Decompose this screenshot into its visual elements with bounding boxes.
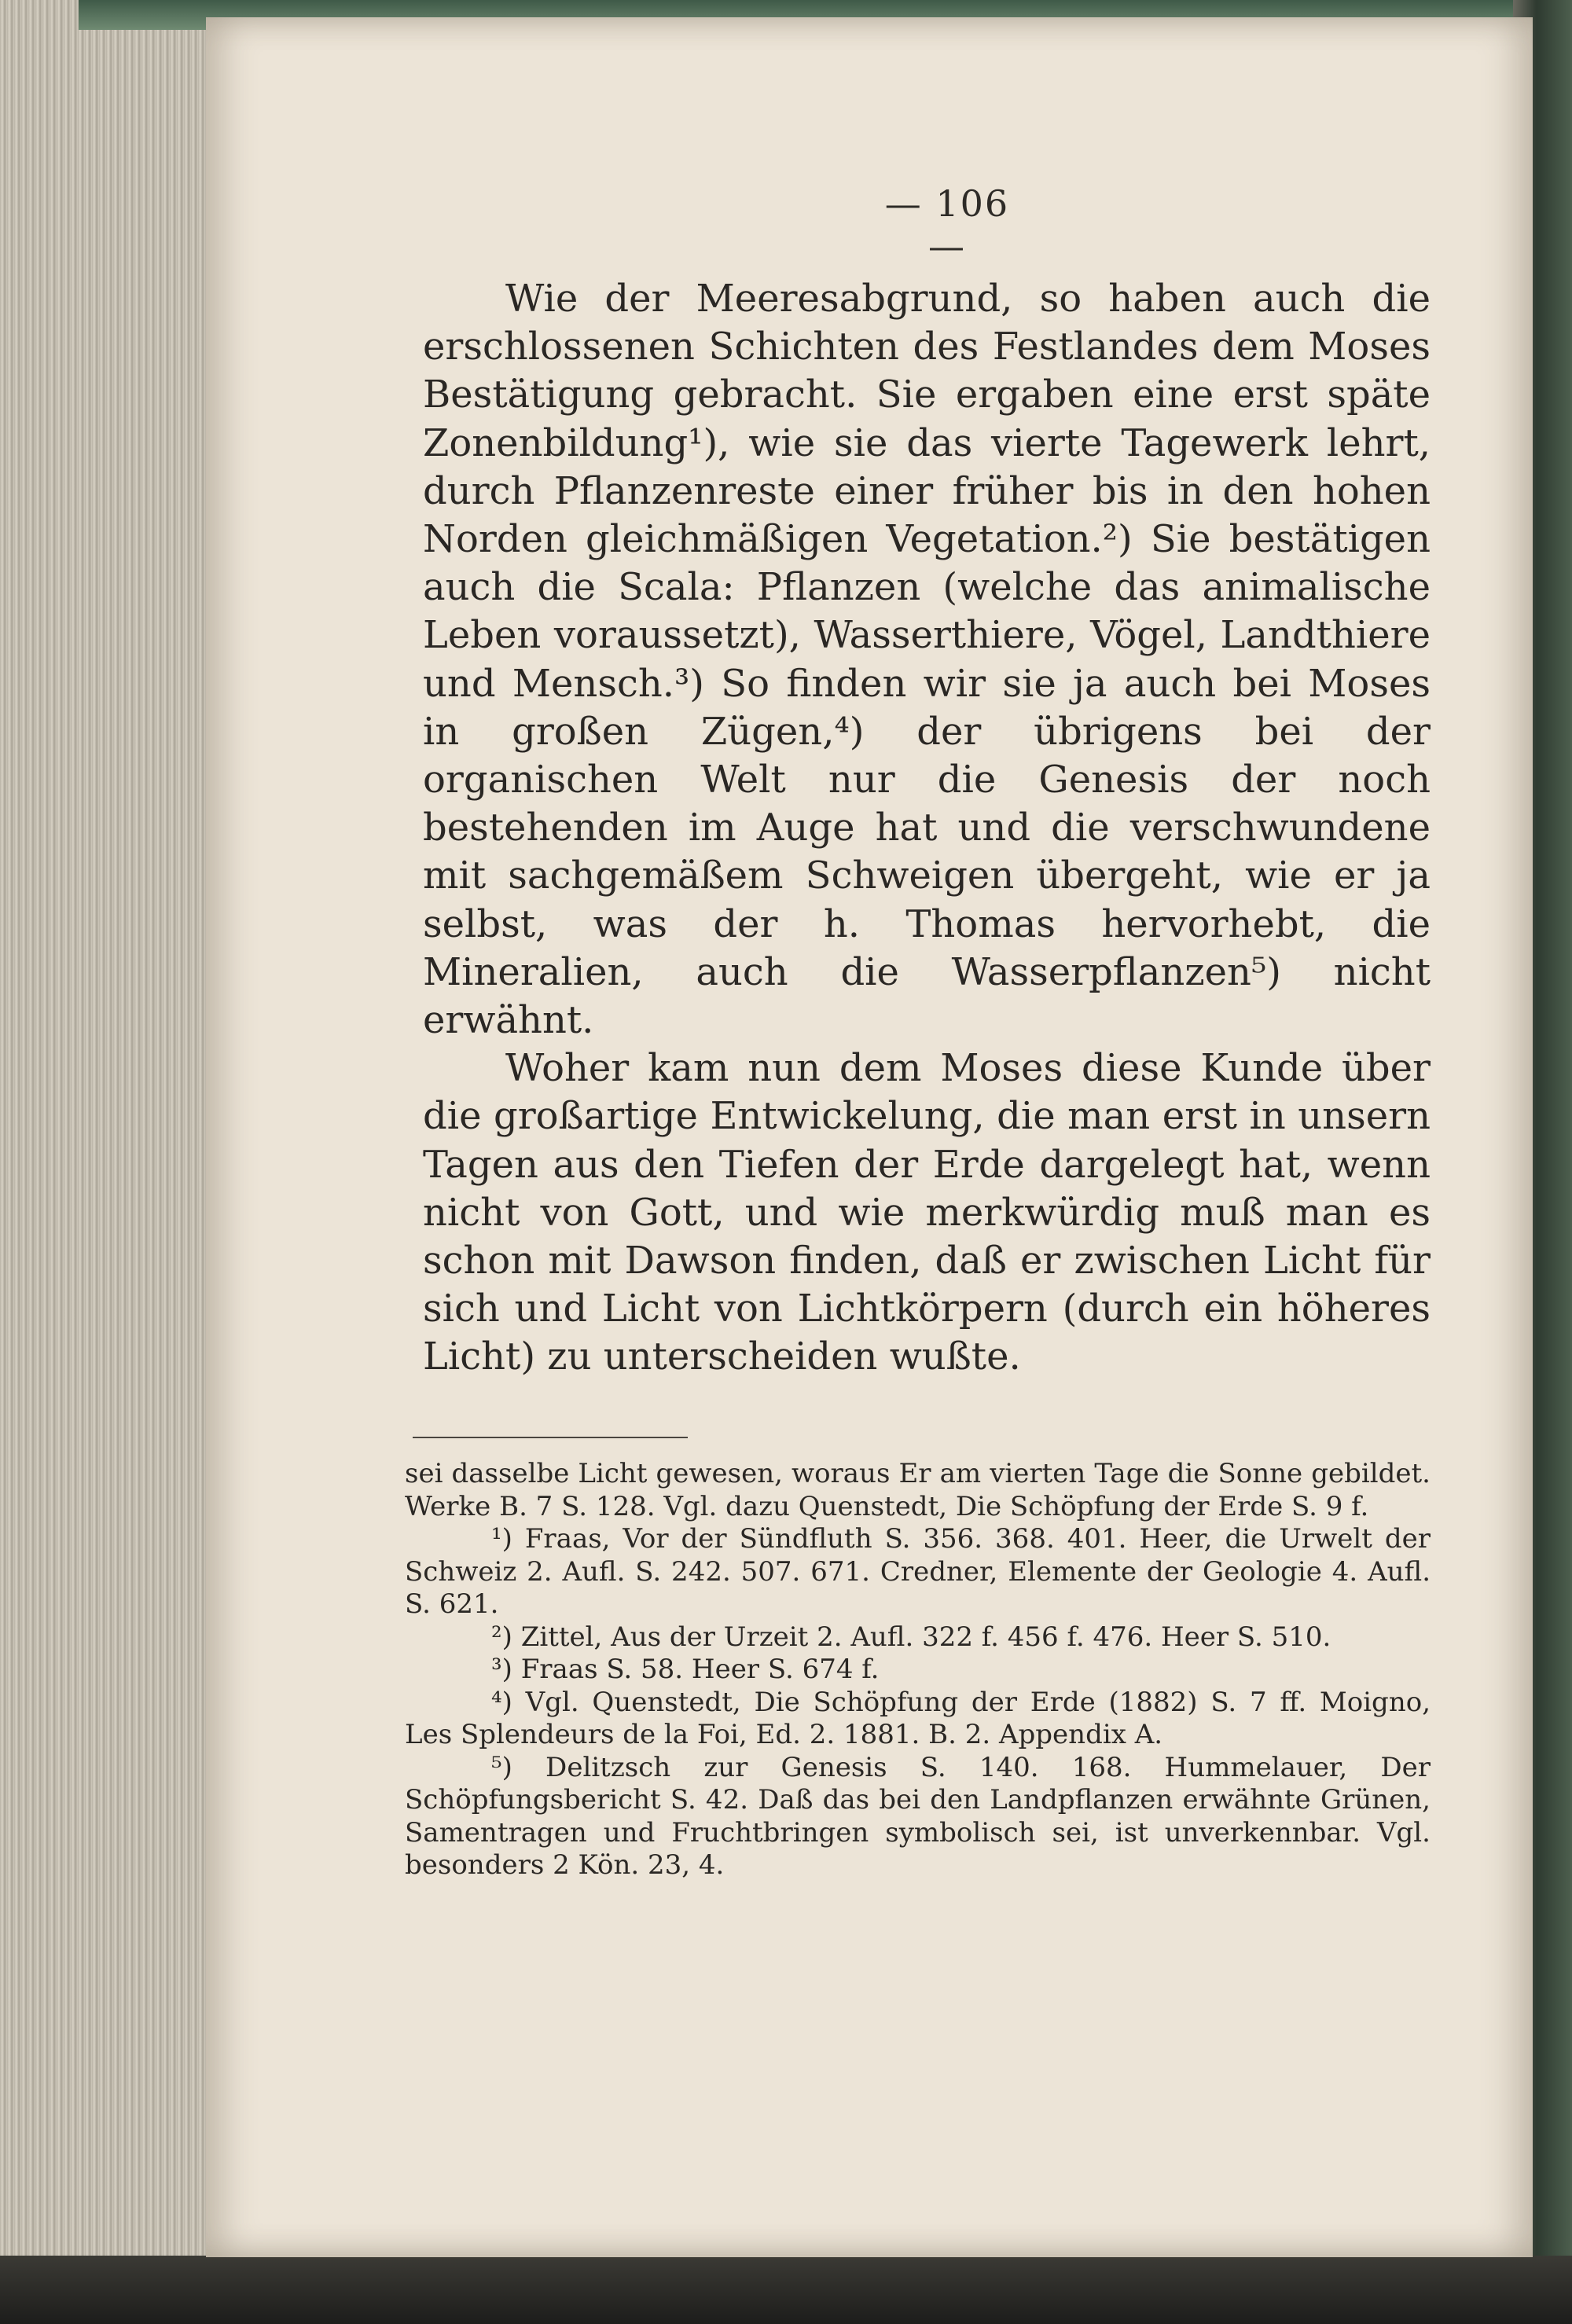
footnote: ²) Zittel, Aus der Urzeit 2. Aufl. 322 f. 456 f. 476. Heer S. 510. <box>491 1621 1331 1653</box>
footnote: ¹) Fraas, Vor der Sündfluth S. 356. 368. 401. Heer, die Urwelt der Schweiz 2. Aufl. S. 242. 507. 671. Credner, Elemente der Geologie 4. Aufl. S. 621. <box>405 1523 1431 1620</box>
footnote: ⁵) Delitzsch zur Genesis S. 140. 168. Hummelauer, Der Schöpfungsbericht S. 42. Daß das bei den Landpflanzen erwähnte Grünen, Samentragen und Fruchtbringen symbolisch sei, ist unverkennbar. Vgl. besonders 2 Kön. 23, 4. <box>405 1751 1431 1881</box>
page-edges <box>0 0 228 2256</box>
paragraph: Woher kam nun dem Moses diese Kunde über die großartige Entwickelung, die man erst in unsern Tagen aus den Tiefen der Erde dargelegt hat, wenn nicht von Gott, und wie merkwürdig muß man es schon mit Dawson finden, daß er zwischen Licht für sich und Licht von Lichtkörpern (durch ein höheres Licht) zu unterscheiden wußte. <box>423 1046 1431 1379</box>
main-text <box>423 275 1431 1382</box>
footnote-continuation: sei dasselbe Licht gewesen, woraus Er am vierten Tage die Sonne gebildet. Werke B. 7 S. 128. Vgl. dazu Quenstedt, Die Schöpfung der Erde S. 9 f. <box>405 1458 1431 1522</box>
footnote-divider <box>413 1437 688 1438</box>
footnotes <box>405 1458 1431 1882</box>
page-number: — 106 — <box>884 182 1010 267</box>
background-bottom <box>0 2256 1572 2324</box>
footnote: ³) Fraas S. 58. Heer S. 674 f. <box>491 1654 880 1685</box>
footnote: ⁴) Vgl. Quenstedt, Die Schöpfung der Erde (1882) S. 7 ff. Moigno, Les Splendeurs de la Foi, Ed. 2. 1881. B. 2. Appendix A. <box>405 1686 1431 1750</box>
paragraph: Wie der Meeresabgrund, so haben auch die erschlossenen Schichten des Festlandes dem Moses Bestätigung gebracht. Sie ergaben eine erst späte Zonenbildung¹), wie sie das vierte Tagewerk lehrt, durch Pflanzenreste einer früher bis in den hohen Norden gleichmäßigen Vegetation.²) Sie bestätigen auch die Scala: Pflanzen (welche das animalische Leben voraussetzt), Wasserthiere, Vögel, Landthiere und Mensch.³) So finden wir sie ja auch bei Moses in großen Zügen,⁴) der übrigens bei der organischen Welt nur die Genesis der noch bestehenden im Auge hat und die verschwundene mit sachgemäßem Schweigen übergeht, wie er ja selbst, was der h. Thomas hervorhebt, die Mineralien, auch die Wasserpflanzen⁵) nicht erwähnt. <box>423 277 1431 1043</box>
